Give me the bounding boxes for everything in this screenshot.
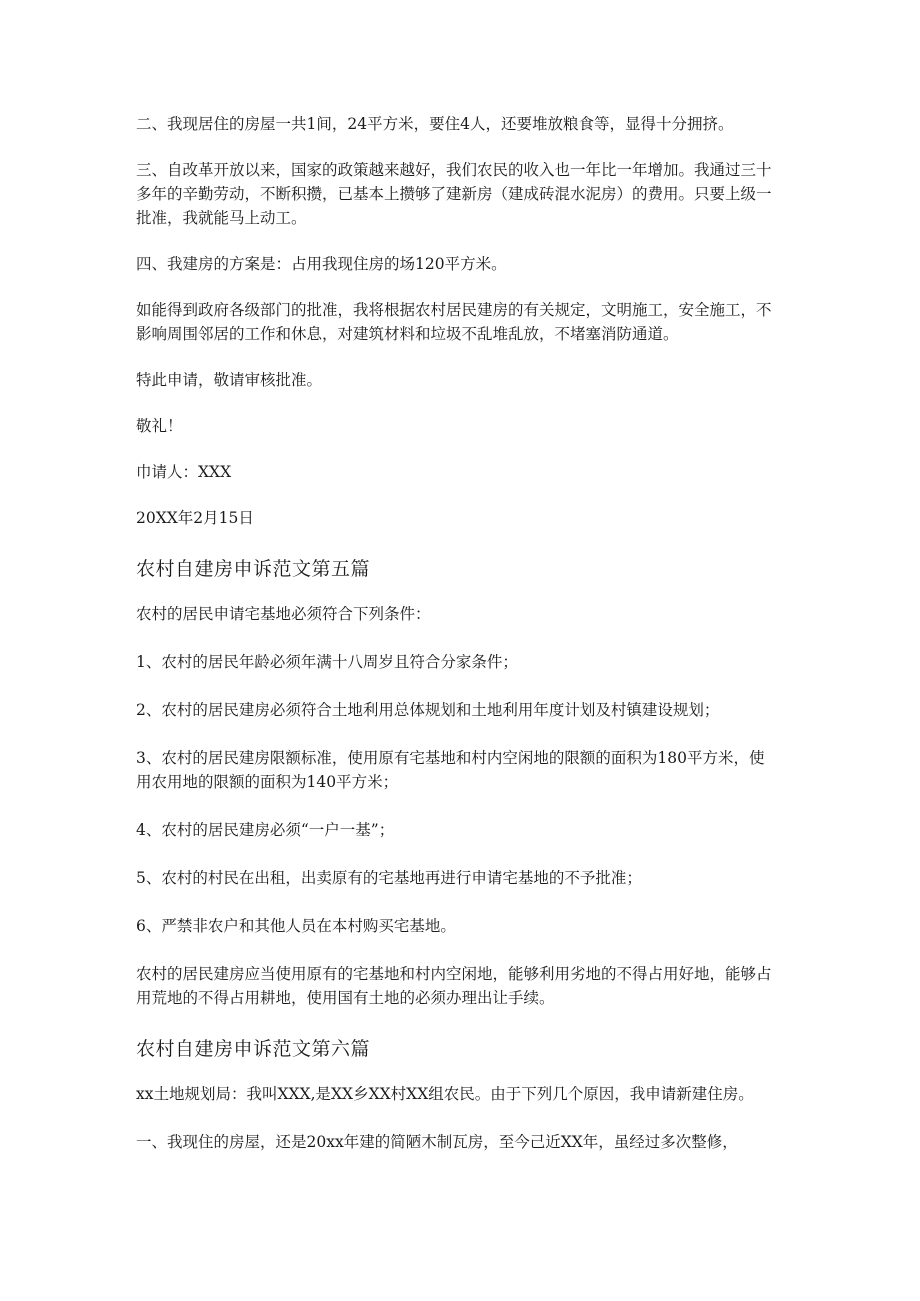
paragraph: 农村的居民建房应当使用原有的宅基地和村内空闲地，能够利用劣地的不得占用好地，能够占用荒地的不得占用耕地，使用国有土地的必须办理出让手续。: [136, 965, 772, 1007]
paragraph: 三、自改革开放以来，国家的政策越来越好，我们农民的收入也一年比一年增加。我通过三十多年的辛勤劳动，不断积攒，已基本上攒够了建新房（建成砖混水泥房）的费用。只要上级一批准，我就能马上动工。: [136, 161, 772, 227]
section-heading: 农村自建房申诉范文第六篇: [136, 1038, 371, 1060]
paragraph: 农村的居民申请宅基地必须符合下列条件：: [136, 605, 431, 623]
paragraph: 5、农村的村民在出租，出卖原有的宅基地再进行申请宅基地的不予批准；: [136, 869, 642, 887]
section-heading: 农村自建房申诉范文第五篇: [136, 558, 371, 580]
paragraph: 一、我现住的房屋，还是20xx年建的简陋木制瓦房，至今己近XX年，虽经过多次整修，: [136, 1133, 738, 1151]
document-page: [136, 112, 776, 1154]
paragraph: 巾请人：XXX: [136, 463, 232, 481]
paragraph: 4、农村的居民建房必须“一户一基”；: [136, 821, 395, 839]
paragraph: xx土地规划局：我叫XXX,是XX乡XX村XX组农民。由于下列几个原因，我申请新建住房。: [136, 1085, 754, 1103]
paragraph: 四、我建房的方案是：占用我现住房的场120平方米。: [136, 255, 507, 273]
paragraph: 敬礼！: [136, 417, 183, 435]
paragraph: 6、严禁非农户和其他人员在本村购买宅基地。: [136, 917, 456, 935]
paragraph: 20XX年2月15日: [136, 509, 254, 527]
paragraph: 如能得到政府各级部门的批准，我将根据农村居民建房的有关规定，文明施工，安全施工，不影响周围邻居的工作和休息，对建筑材料和垃圾不乱堆乱放，不堵塞消防通道。: [136, 301, 772, 343]
paragraph: 2、农村的居民建房必须符合土地利用总体规划和土地利用年度计划及村镇建设规划；: [136, 701, 720, 719]
paragraph: 1、农村的居民年龄必须年满十八周岁且符合分家条件；: [136, 653, 518, 671]
paragraph: 二、我现居住的房屋一共1间，24平方米，要住4人，还要堆放粮食等，显得十分拥挤。: [136, 115, 734, 133]
paragraph: 3、农村的居民建房限额标准，使用原有宅基地和村内空闲地的限额的面积为180平方米，使用农用地的限额的面积为140平方米；: [136, 749, 765, 791]
paragraph: 特此申请，敬请审核批准。: [136, 371, 323, 389]
